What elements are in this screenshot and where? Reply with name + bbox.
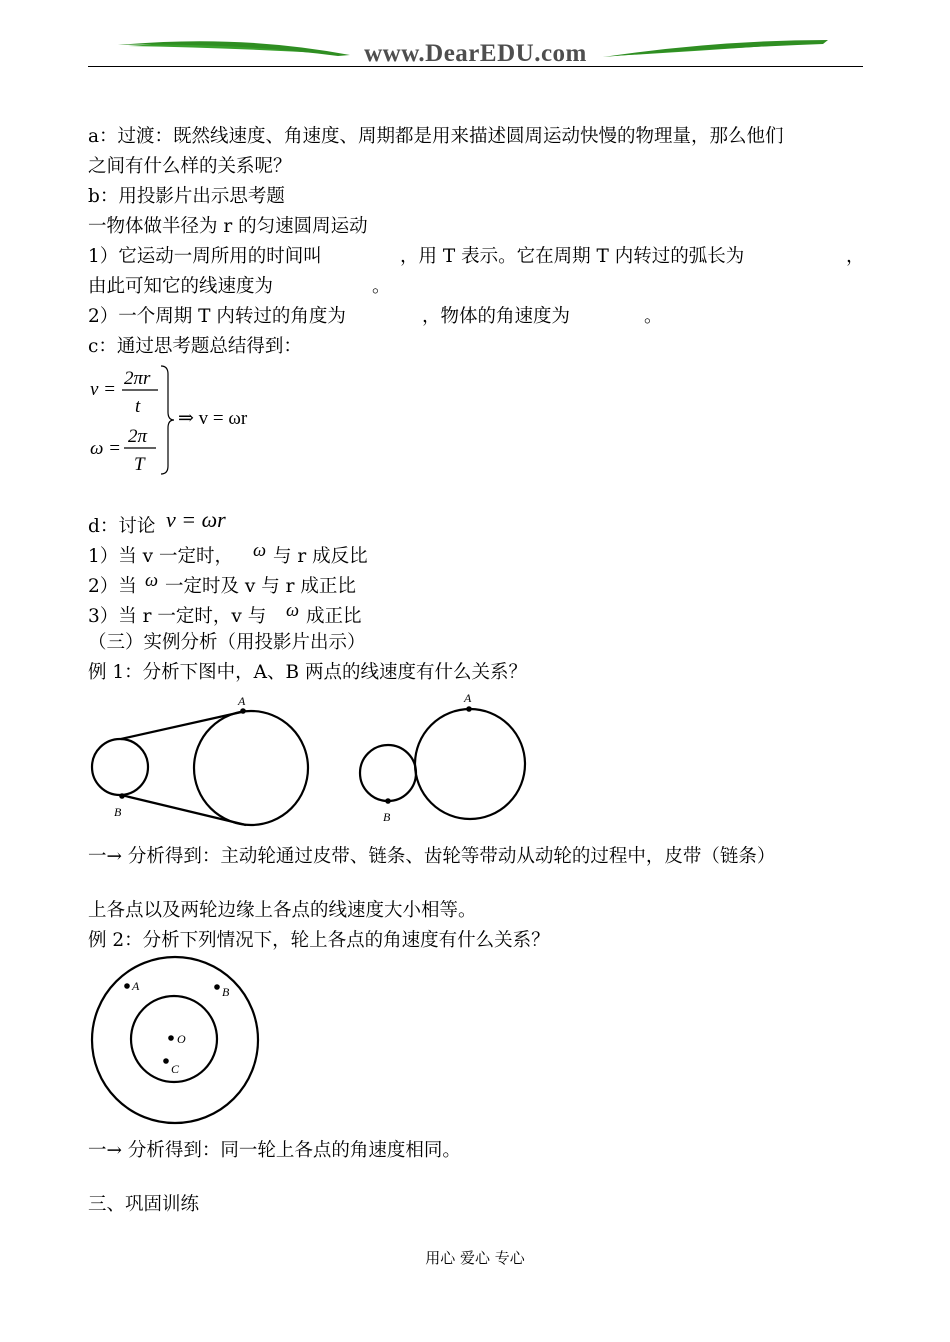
point-b-label: B (114, 805, 122, 819)
example1-question: 例 1：分析下图中，A、B 两点的线速度有什么关系？ (88, 662, 527, 683)
paragraph-problem: 一物体做半径为 r 的匀速圆周运动 (88, 216, 368, 237)
formula-v-lhs: v = (90, 379, 117, 400)
header-rule (88, 66, 863, 67)
formula-w-denominator: T (134, 454, 145, 475)
section-example-analysis: （三）实例分析（用投影片出示） (88, 632, 366, 653)
question1-line2-part2: 。 (372, 276, 391, 297)
point-b-label-wheel: B (222, 985, 230, 999)
relation-formula (86, 362, 286, 480)
large-contact-wheel-circle (415, 709, 525, 819)
discussion-item2-part2: 一定时及 v 与 r 成正比 (165, 576, 356, 597)
question2-part1: 2）一个周期 T 内转过的角度为 (88, 306, 346, 327)
site-header (88, 28, 863, 78)
example1-answer-line2: 上各点以及两轮边缘上各点的线速度大小相等。 (88, 900, 477, 921)
outer-wheel-circle (92, 957, 258, 1123)
paragraph-a-line2: 之间有什么样的关系呢？ (88, 156, 292, 177)
point-o-label: O (177, 1032, 186, 1046)
small-pulley-circle (92, 739, 148, 795)
point-a-label-wheel: A (132, 979, 140, 993)
formula-w-numerator: 2π (128, 426, 148, 447)
question1-part2: ，用 T 表示。它在周期 T 内转过的弧长为 (400, 246, 745, 267)
question1-part3: ， (846, 246, 865, 267)
example1-answer-line1: 一→ 分析得到：主动轮通过皮带、链条、齿轮等带动从动轮的过程中，皮带（链条） (88, 846, 776, 867)
discussion-item1-symbol: ω (253, 541, 267, 561)
discussion-label: d：讨论 (88, 516, 156, 537)
discussion-item2-symbol: ω (145, 571, 159, 591)
discussion-item3-part1: 3）当 r 一定时，v 与 (88, 606, 267, 627)
question1-part1: 1）它运动一周所用的时间叫 (88, 246, 322, 267)
question2-part3: 。 (644, 306, 663, 327)
point-c-label: C (171, 1062, 180, 1076)
paragraph-c: c：通过思考题总结得到： (88, 336, 302, 357)
discussion-item3-part2: 成正比 (306, 606, 362, 627)
example2-question: 例 2：分析下列情况下，轮上各点的角速度有什么关系？ (88, 930, 550, 951)
discussion-item3-symbol: ω (286, 601, 300, 621)
discussion-item1-part1: 1）当 v 一定时， (88, 546, 233, 567)
discussion-item2-part1: 2）当 (88, 576, 137, 597)
figure-wheels-belt (86, 688, 536, 838)
formula-v-numerator: 2πr (124, 368, 151, 389)
paragraph-a-line1: a：过渡：既然线速度、角速度、周期都是用来描述圆周运动快慢的物理量，那么他们 (88, 126, 784, 147)
example2-answer: 一→ 分析得到：同一轮上各点的角速度相同。 (88, 1140, 461, 1161)
page-footer: 用心 爱心 专心 (425, 1249, 525, 1267)
discussion-item1-part2: 与 r 成反比 (273, 546, 368, 567)
formula-w-lhs: ω = (90, 438, 121, 459)
discussion-formula: v = ωr (166, 507, 226, 532)
formula-v-denominator: t (135, 396, 141, 417)
section-consolidation: 三、巩固训练 (88, 1194, 200, 1215)
point-b-label-right: B (383, 810, 391, 824)
site-logo-text[interactable]: www.DearEDU.com (364, 40, 587, 67)
figure-concentric-wheel (86, 952, 266, 1132)
point-a-label-right: A (464, 691, 472, 705)
formula-result: ⇒ v = ωr (178, 408, 248, 429)
paragraph-b: b：用投影片出示思考题 (88, 186, 285, 207)
point-a-label: A (238, 694, 246, 708)
small-contact-wheel-circle (360, 745, 416, 801)
large-pulley-circle (194, 711, 308, 825)
question1-line2-part1: 由此可知它的线速度为 (88, 276, 274, 297)
question2-part2: ，物体的角速度为 (422, 306, 571, 327)
formula-brace (161, 366, 174, 474)
